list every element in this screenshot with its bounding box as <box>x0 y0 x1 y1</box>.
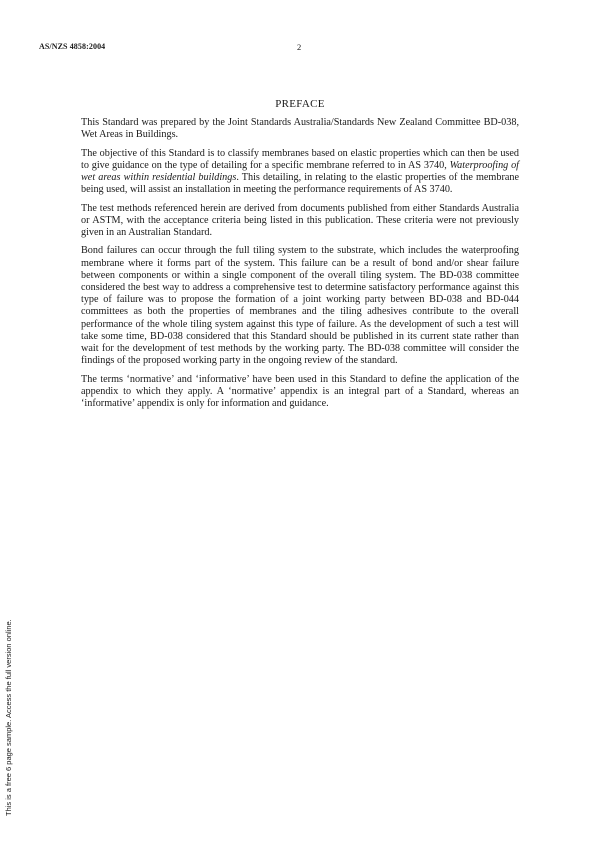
sample-notice: This is a free 6 page sample. Access the full version online. <box>4 619 13 816</box>
paragraph: This Standard was prepared by the Joint Standards Australia/Standards New Zealand Committee BD-038, Wet Areas in Buildings. <box>81 117 519 141</box>
page-number: 2 <box>297 42 302 52</box>
paragraph: The test methods referenced herein are derived from documents published from either Standards Australia or ASTM, with the acceptance criteria being listed in this publication. These criteria were not previously given in an Australian Standard. <box>81 202 519 238</box>
page-title: PREFACE <box>275 98 325 110</box>
document-body <box>81 117 519 416</box>
paragraph-text: . This detailing, in relating to the elastic properties of the membrane being used, will assist an installation in meeting the performance requirements of AS 3740. <box>81 172 519 196</box>
document-id: AS/NZS 4858:2004 <box>39 42 106 51</box>
paragraph: The terms ‘normative’ and ‘informative’ have been used in this Standard to define the application of the appendix to which they apply. A ‘normative’ appendix is an integral part of a Standard, whereas an ‘informative’ appendix is only for information and guidance. <box>81 373 519 410</box>
cited-title: Waterproofing of wet areas within residential buildings <box>81 159 519 183</box>
paragraph <box>81 148 519 197</box>
paragraph-text: The objective of this Standard is to classify membranes based on elastic properties which can then be used to give guidance on the type of detailing for a specific membrane referred to in AS 3740, <box>81 147 519 171</box>
paragraph: Bond failures can occur through the full tiling system to the substrate, which includes the waterproofing membrane where it forms part of the system. This failure can be a result of bond and/or shear failure between components or within a single component of the overall tiling system. The BD-038 committee considered the best way to address a comprehensive test to determine satisfactory performance against this type of failure was to propose the formation of a joint working party between BD-038 and BD-044 committees as both the properties of membranes and the tiling adhesives contribute to the overall performance of the whole tiling system against this type of failure. As the development of such a test will take some time, BD-038 considered that this Standard should be published in its current state rather than wait for the development of test methods by the working party. The BD-038 committee will consider the findings of the proposed working party in the ongoing review of the standard. <box>81 245 519 367</box>
